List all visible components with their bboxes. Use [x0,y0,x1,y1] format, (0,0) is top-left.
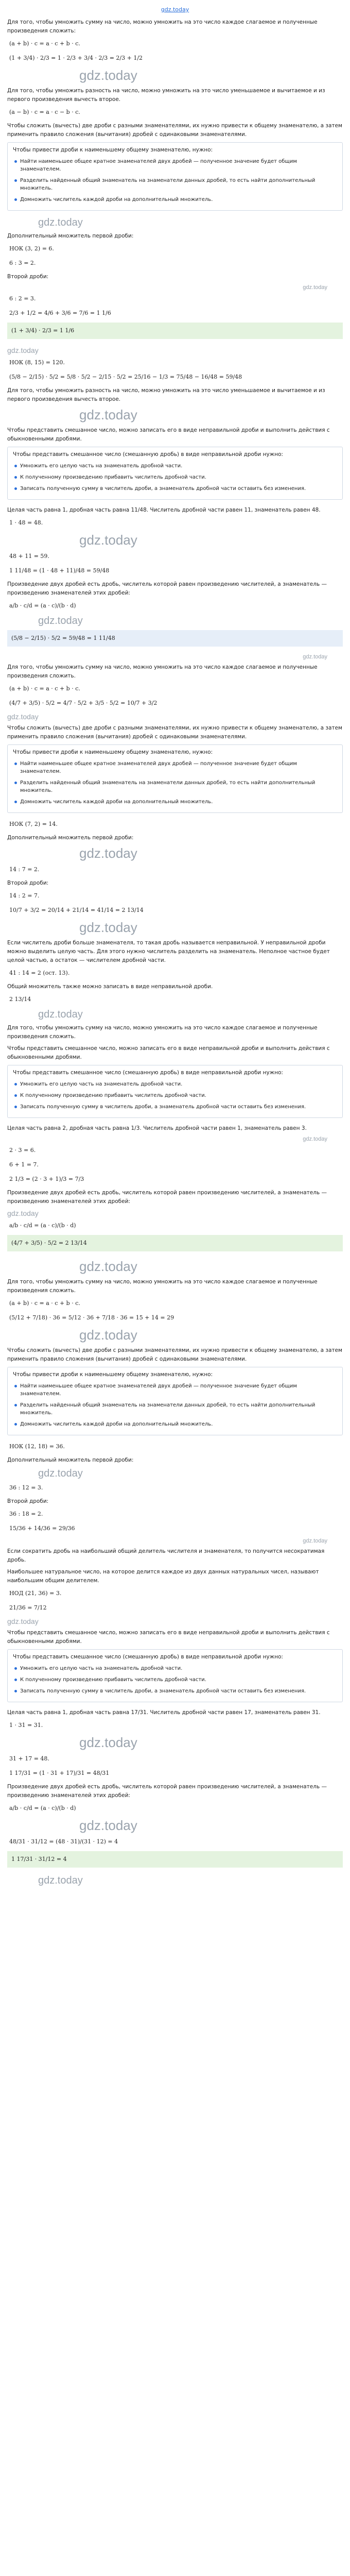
paragraph: Для того, чтобы умножить разность на число, можно умножить на это число уменьшаемое и вычитаемое и из первого произведения вычесть второе. [7,387,325,402]
math-line: (a + b) · c = a · c + b · c. [9,40,80,47]
watermark-text: gdz.today [38,615,83,626]
paragraph: Второй дроби: [7,1498,49,1504]
math-line: (1 + 3/4) · 2/3 = 1 · 2/3 + 3/4 · 2/3 = 2/3 + 1/2 [9,55,143,61]
rule-box [7,447,343,500]
rule-box [7,1367,343,1435]
rule-list-item: К полученному произведению прибавить числитель дробной части. [20,1092,337,1099]
rule-list-item: Разделить найденный общий знаменатель на знаменатели данных дробей, то есть найти дополнительный множитель. [20,779,337,794]
watermark-text: gdz.today [79,532,137,548]
math-line: 48/31 · 31/12 = (48 · 31)/(31 · 12) = 4 [9,1838,118,1845]
math-line: a/b · c/d = (a · c)/(b · d) [9,1805,76,1811]
watermark-text: gdz.today [79,1327,137,1343]
rule-box-title: Чтобы представить смешанное число (смешанную дробь) в виде неправильной дроби нужно: [13,1654,283,1660]
paragraph: Чтобы сложить (вычесть) две дроби с разными знаменателями, их нужно привести к общему знаменателю, а затем применить правило сложения (вычитания) дробей с одинаковыми знаменателями. [7,725,342,740]
rule-list-item: К полученному произведению прибавить числитель дробной части. [20,473,337,481]
math-line: a/b · c/d = (a · c)/(b · d) [9,1222,76,1229]
paragraph: Чтобы представить смешанное число, можно записать его в виде неправильной дроби и выполнить действия с обыкновенными дробями. [7,1045,330,1060]
rule-box [7,1065,343,1118]
rule-list [13,462,337,493]
paragraph: Дополнительный множитель первой дроби: [7,233,134,239]
paragraph: Произведение двух дробей есть дробь, числитель которой равен произведению числителей, а знаменатель — произведению знаменателей этих дробей: [7,581,327,596]
rule-box-title: Чтобы представить смешанное число (смешанную дробь) в виде неправильной дроби нужно: [13,451,283,457]
math-line: 2 1/3 = (2 · 3 + 1)/3 = 7/3 [9,1176,84,1182]
paragraph: Если числитель дроби больше знаменателя, то такая дробь называется неправильной. У неправильной дроби можно выделить целую часть. Для этого нужно числитель разделить на знаменатель. Неполное частное будет целой частью, а остаток — числителем дробной части. [7,940,330,963]
math-line: НОД (21, 36) = 3. [9,1590,62,1597]
paragraph: Общий множитель также можно записать в виде неправильной дроби. [7,984,213,990]
math-line: 1 · 31 = 31. [9,1722,43,1728]
math-line: 2 13/14 [9,996,31,1003]
rule-list-item: Записать полученную сумму в числитель дроби, а знаменатель дробной части оставить без изменения. [20,1103,337,1111]
watermark-text: gdz.today [79,67,137,83]
watermark-text: gdz.today [79,920,137,935]
rule-list [13,1080,337,1111]
rule-box [7,744,343,813]
math-line: 14 : 2 = 7. [9,892,40,899]
solution-section [7,1278,343,1868]
rule-list-item: Домножить числитель каждой дроби на дополнительный множитель. [20,798,337,806]
rule-list-item: Умножить его целую часть на знаменатель дробной части. [20,462,337,470]
watermark-text: gdz.today [79,1259,137,1274]
paragraph: Произведение двух дробей есть дробь, числитель которой равен произведению числителей, а знаменатель — произведению знаменателей этих дробей: [7,1190,327,1205]
paragraph: Для того, чтобы умножить разность на число, можно умножить на это число уменьшаемое и вычитаемое и из первого произведения вычесть второе. [7,88,325,103]
math-line: НОК (3, 2) = 6. [9,245,54,252]
watermark-text: gdz.today [303,1538,327,1544]
math-line: 15/36 + 14/36 = 29/36 [9,1525,75,1532]
paragraph: Для того, чтобы умножить сумму на число, можно умножить на это число каждое слагаемое и полученные произведения сложить: [7,19,318,34]
watermark-text: gdz.today [38,1468,83,1479]
watermark-text: gdz.today [7,1617,39,1625]
math-line: 48 + 11 = 59. [9,553,49,560]
math-line: a/b · c/d = (a · c)/(b · d) [9,602,76,609]
content [7,18,343,1887]
rule-list-item: Записать полученную сумму в числитель дроби, а знаменатель дробной части оставить без изменения. [20,1687,337,1695]
rule-list [13,1665,337,1695]
rule-list-item: Разделить найденный общий знаменатель на знаменатели данных дробей, то есть найти дополнительный множитель. [20,177,337,192]
paragraph: Для того, чтобы умножить сумму на число, можно умножить на это число каждое слагаемое и полученные произведения сложить. [7,664,318,679]
math-line: 21/36 = 7/12 [9,1604,47,1611]
rule-list-item: Найти наименьшее общее кратное знаменателей двух дробей — полученное значение будет общим знаменателем. [20,158,337,173]
math-line: (5/12 + 7/18) · 36 = 5/12 · 36 + 7/18 · 36 = 15 + 14 = 29 [9,1314,174,1321]
math-line: 14 : 7 = 2. [9,866,40,873]
rule-box-title: Чтобы привести дроби к наименьшему общему знаменателю, нужно: [13,1371,213,1378]
math-line: 1 · 48 = 48. [9,519,43,526]
watermark-text: gdz.today [79,407,137,422]
paragraph: Произведение двух дробей есть дробь, числитель которой равен произведению числителей, а знаменатель — произведению знаменателей этих дробей: [7,1784,327,1799]
rule-box-title: Чтобы привести дроби к наименьшему общему знаменателю, нужно: [13,147,213,153]
paragraph: Чтобы сложить (вычесть) две дроби с разными знаменателями, их нужно привести к общему знаменателю, а затем применить правило сложения (вычитания) дробей с одинаковыми знаменателями. [7,123,342,138]
math-line: 1 17/31 = (1 · 31 + 17)/31 = 48/31 [9,1770,110,1776]
math-line: 10/7 + 3/2 = 20/14 + 21/14 = 41/14 = 2 13/14 [9,907,144,913]
watermark-text: gdz.today [79,1818,137,1833]
header-link[interactable]: gdz.today [161,6,189,13]
math-line: (a + b) · c = a · c + b · c. [9,1300,80,1307]
rule-list-item: Найти наименьшее общее кратное знаменателей двух дробей — полученное значение будет общим знаменателем. [20,1382,337,1398]
watermark-text: gdz.today [303,1136,327,1142]
paragraph: Целая часть равна 1, дробная часть равна 17/31. Числитель дробной части равен 17, знаменатель равен 31. [7,1709,321,1716]
rule-list [13,1382,337,1428]
watermark-text: gdz.today [7,1209,39,1217]
rule-box [7,142,343,211]
math-line: 2 · 3 = 6. [9,1147,36,1154]
math-line: НОК (12, 18) = 36. [9,1443,65,1450]
paragraph: Чтобы представить смешанное число, можно записать его в виде неправильной дроби и выполнить действия с обыкновенными дробями. [7,427,330,442]
rule-list-item: Разделить найденный общий знаменатель на знаменатели данных дробей, то есть найти дополнительный множитель. [20,1401,337,1417]
paragraph: Дополнительный множитель первой дроби: [7,1457,134,1463]
math-line: (a + b) · c = a · c + b · c. [9,685,80,692]
math-line: 6 : 3 = 2. [9,260,36,266]
paragraph: Дополнительный множитель первой дроби: [7,835,134,841]
solution-section [7,18,343,339]
solution-section [7,663,343,1251]
math-line: НОК (8, 15) = 120. [9,359,65,366]
rule-list-item: Найти наименьшее общее кратное знаменателей двух дробей — полученное значение будет общим знаменателем. [20,760,337,775]
watermark-text: gdz.today [303,654,327,660]
rule-list-item: Умножить его целую часть на знаменатель дробной части. [20,1080,337,1088]
math-line: 6 : 2 = 3. [9,295,36,302]
math-line: (4/7 + 3/5) · 5/2 = 4/7 · 5/2 + 3/5 · 5/2 = 10/7 + 3/2 [9,700,157,706]
rule-box [7,1649,343,1702]
math-line: НОК (7, 2) = 14. [9,821,58,827]
rule-list [13,158,337,204]
rule-list-item: Умножить его целую часть на знаменатель дробной части. [20,1665,337,1672]
paragraph: Целая часть равна 2, дробная часть равна 1/3. Числитель дробной части равен 1, знаменатель равен 3. [7,1125,307,1131]
answer-box: (1 + 3/4) · 2/3 = 1 1/6 [7,323,343,339]
watermark-text: gdz.today [79,1735,137,1750]
rule-list-item: Домножить числитель каждой дроби на дополнительный множитель. [20,1420,337,1428]
math-line: 1 11/48 = (1 · 48 + 11)/48 = 59/48 [9,567,110,574]
answer-box: 1 17/31 · 31/12 = 4 [7,1851,343,1868]
answer-box: (4/7 + 3/5) · 5/2 = 2 13/14 [7,1235,343,1251]
paragraph: Если сократить дробь на наибольший общий делитель числителя и знаменателя, то получится несократимая дробь. [7,1548,325,1563]
paragraph: Чтобы сложить (вычесть) две дроби с разными знаменателями, их нужно привести к общему знаменателю, а затем применить правило сложения (вычитания) дробей с одинаковыми знаменателями. [7,1347,342,1362]
solution-section [7,358,343,647]
rule-list-item: Домножить числитель каждой дроби на дополнительный множитель. [20,196,337,204]
rule-box-title: Чтобы представить смешанное число (смешанную дробь) в виде неправильной дроби нужно: [13,1070,283,1076]
paragraph: Второй дроби: [7,880,49,886]
watermark-text: gdz.today [38,217,83,228]
paragraph: Чтобы представить смешанное число, можно записать его в виде неправильной дроби и выполнить действия с обыкновенными дробями. [7,1630,330,1645]
rule-list-item: К полученному произведению прибавить числитель дробной части. [20,1676,337,1684]
watermark-text: gdz.today [38,1875,83,1886]
math-line: 36 : 18 = 2. [9,1511,43,1517]
math-line: (a − b) · c = a · c − b · c. [9,109,80,115]
rule-list [13,760,337,806]
math-line: (5/8 − 2/15) · 5/2 = 5/8 · 5/2 − 2/15 · 5/2 = 25/16 − 1/3 = 75/48 − 16/48 = 59/48 [9,374,242,380]
answer-box: (5/8 − 2/15) · 5/2 = 59/48 = 1 11/48 [7,630,343,647]
watermark-text: gdz.today [79,845,137,861]
watermark-text: gdz.today [7,713,39,721]
watermark-text: gdz.today [303,284,327,291]
rule-box-title: Чтобы привести дроби к наименьшему общему знаменателю, нужно: [13,749,213,755]
paragraph: Второй дроби: [7,274,49,280]
math-line: 36 : 12 = 3. [9,1484,43,1491]
math-line: 31 + 17 = 48. [9,1755,49,1762]
rule-list-item: Записать полученную сумму в числитель дроби, а знаменатель дробной части оставить без изменения. [20,485,337,493]
math-line: 6 + 1 = 7. [9,1161,39,1168]
watermark-text: gdz.today [7,346,39,354]
paragraph: Для того, чтобы умножить сумму на число, можно умножить на это число каждое слагаемое и полученные произведения сложить. [7,1279,318,1294]
math-line: 41 : 14 = 2 (ост. 13). [9,970,70,976]
watermark-text: gdz.today [38,1009,83,1020]
paragraph: Для того, чтобы умножить сумму на число, можно умножить на это число каждое слагаемое и полученные произведения сложить. [7,1025,318,1040]
math-line: 2/3 + 1/2 = 4/6 + 3/6 = 7/6 = 1 1/6 [9,310,111,316]
paragraph: Наибольшее натуральное число, на которое делится каждое из двух данных натуральных чисел, называют наибольшим общим делителем. [7,1569,319,1584]
paragraph: Целая часть равна 1, дробная часть равна 11/48. Числитель дробной части равен 11, знаменатель равен 48. [7,507,321,513]
